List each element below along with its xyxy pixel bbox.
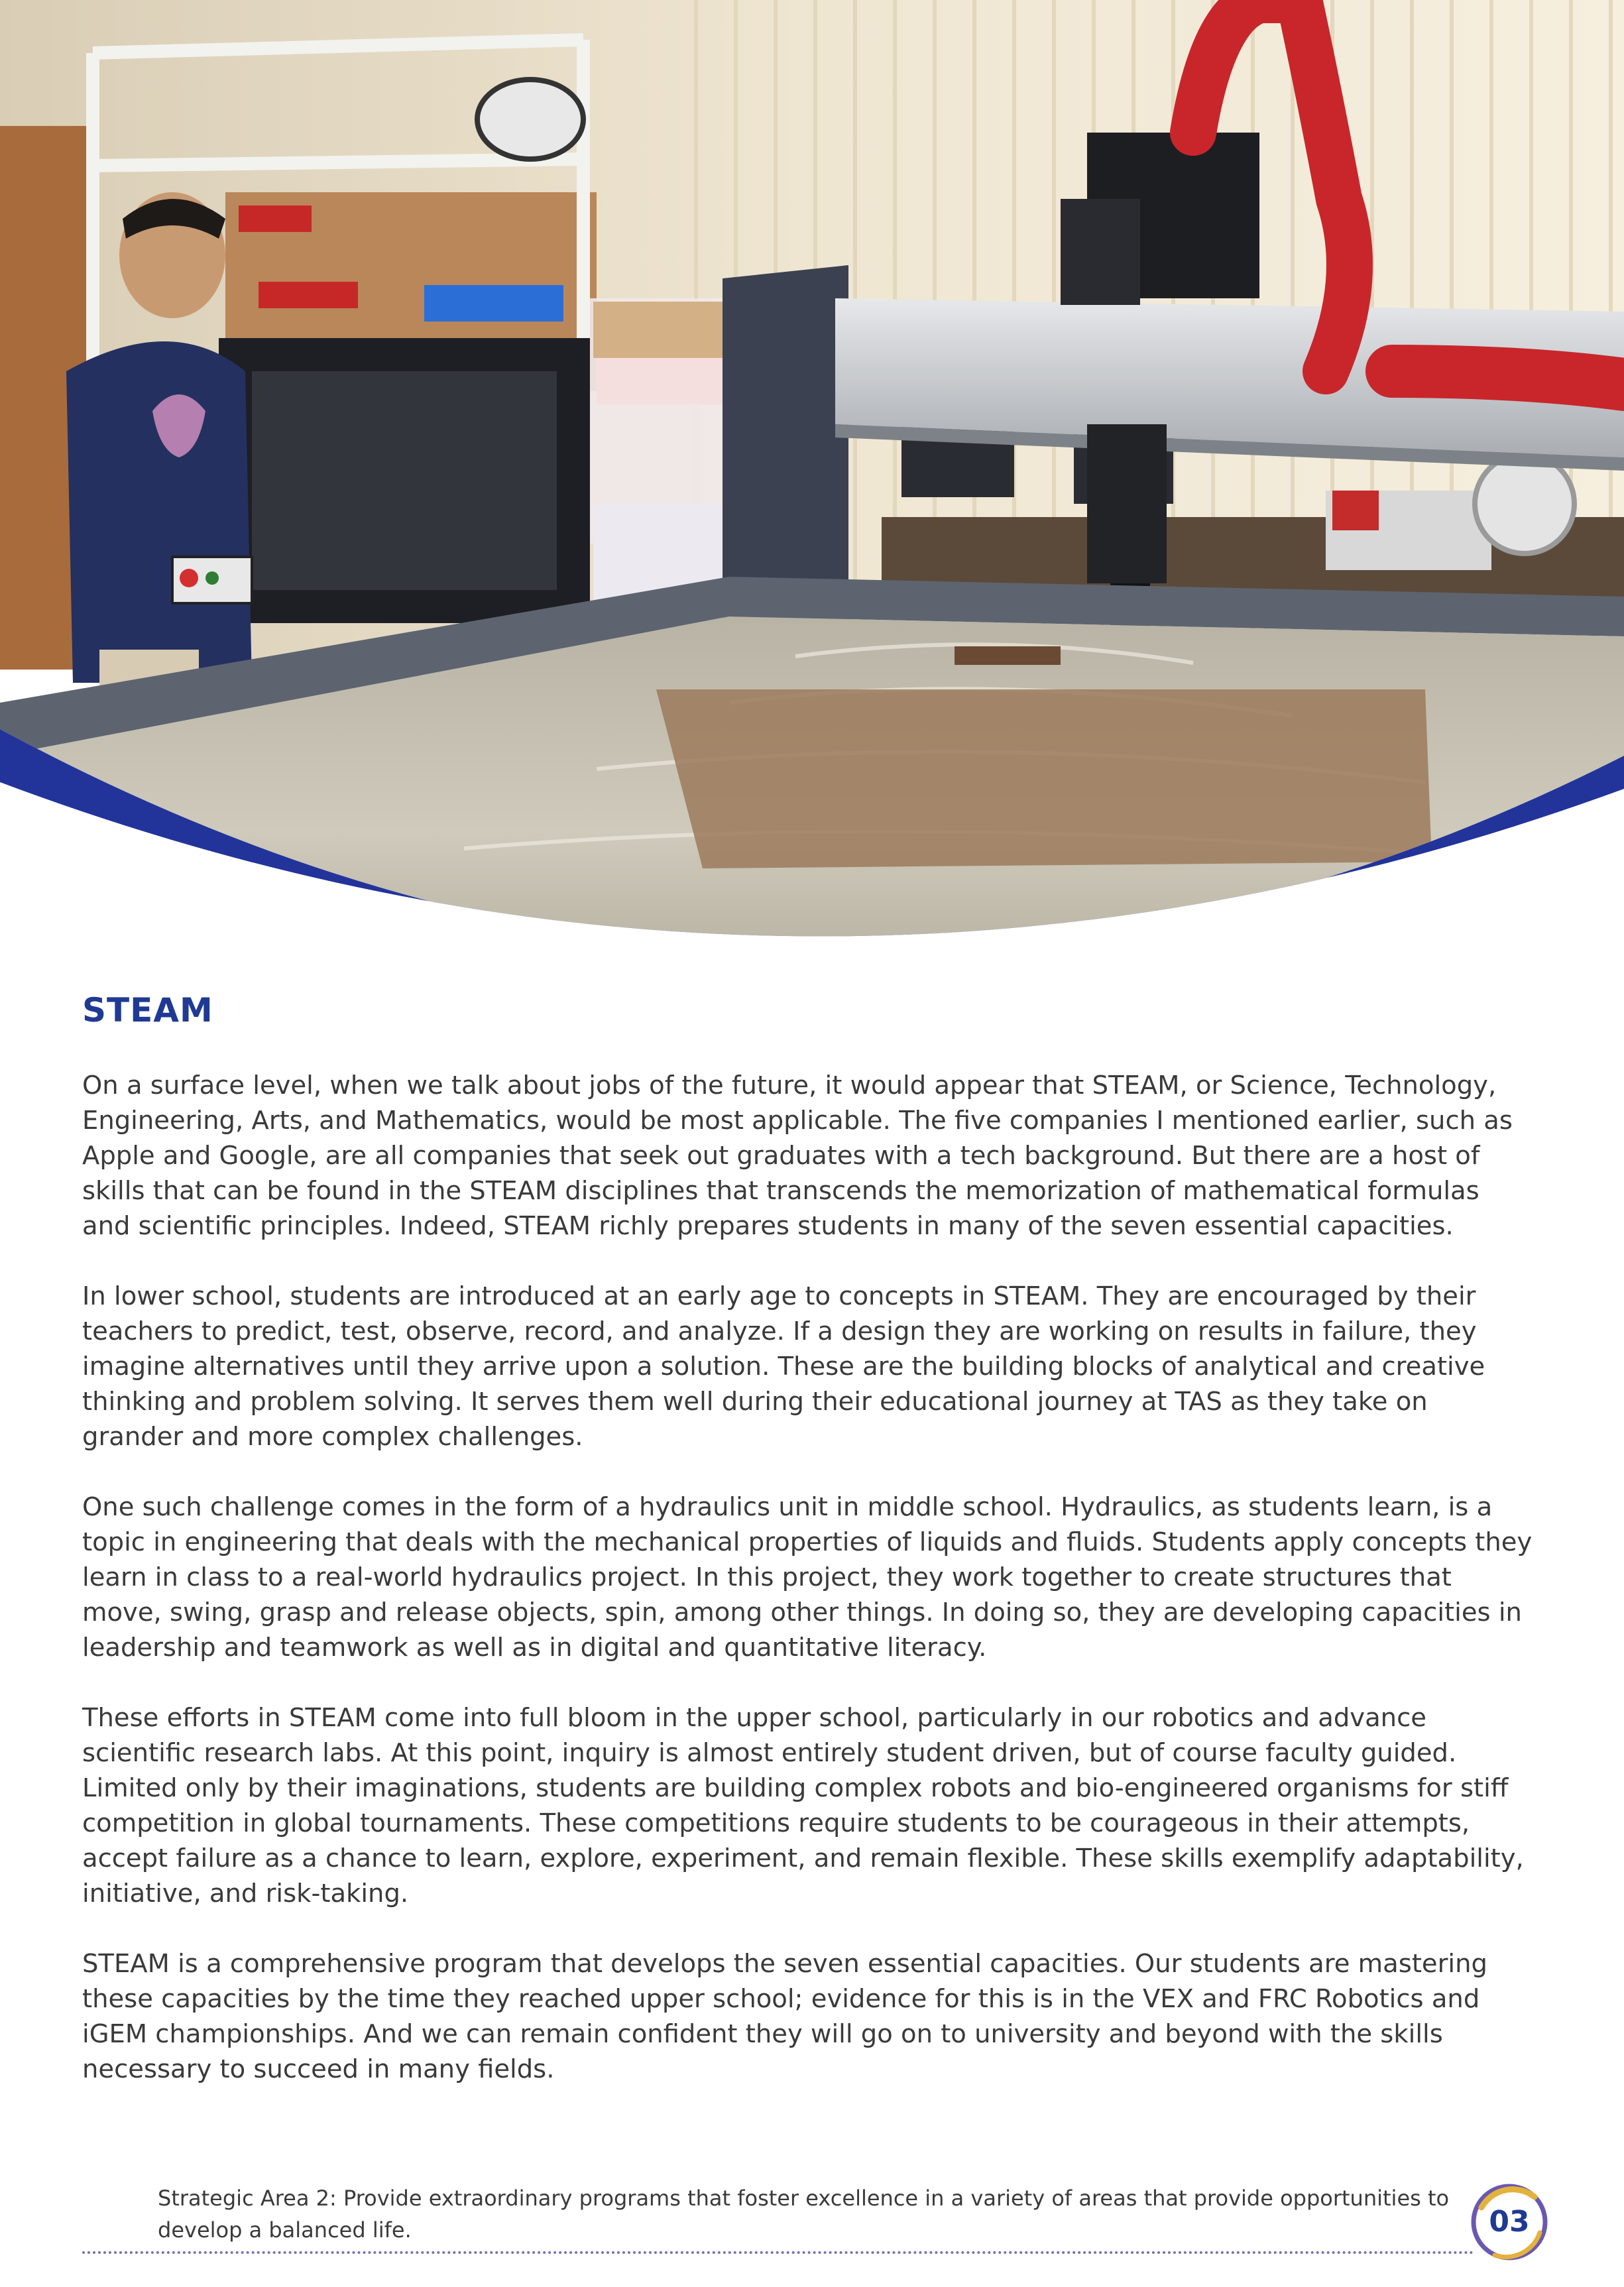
page-footer: [82, 2182, 1454, 2246]
paragraph-4: These efforts in STEAM come into full bloom in the upper school, particularly in our robotics and advance scientific research labs. At this point, inquiry is almost entirely student driven, but of course faculty guided. Limited only by their imaginations, students are building complex robots and bio-engineered organisms for stiff competition in global tournaments. These competitions require students to be courageous in their attempts, accept failure as a chance to learn, explore, experiment, and remain flexible. These skills exemplify adaptability, initiative, and risk-taking.: [82, 1703, 1524, 1908]
paragraph-1: On a surface level, when we talk about jobs of the future, it would appear that STEAM, or Science, Technology, Engineering, Arts, and Mathematics, would be most applicable. The five companies I mentioned earlier, such as Apple and Google, are all companies that seek out graduates with a tech background. But there are a host of skills that can be found in the STEAM disciplines that transcends the memorization of mathematical formulas and scientific principles. Indeed, STEAM richly prepares students in many of the seven essential capacities.: [82, 1071, 1513, 1241]
footer-dotted-rule: [82, 2251, 1474, 2254]
article-body: [82, 991, 1534, 2122]
paragraph-2: In lower school, students are introduced at an early age to concepts in STEAM. They are encouraged by their teachers to predict, test, observe, record, and analyze. If a design they are working on results in failure, they imagine alternatives until they arrive upon a solution. These are the building blocks of analytical and creative thinking and problem solving. It serves them well during their educational journey at TAS as they take on grander and more complex challenges.: [82, 1281, 1485, 1452]
footer-strategic-area: Strategic Area 2: Provide extraordinary programs that foster excellence in a variety of areas that provide opportunities to develop a balanced life.: [158, 2186, 1450, 2243]
section-heading: STEAM: [82, 991, 213, 1029]
paragraph-3: One such challenge comes in the form of a hydraulics unit in middle school. Hydraulics, as students learn, is a topic in engineering that deals with the mechanical properties of liquids and fluids. Students apply concepts they learn in class to a real-world hydraulics project. In this project, they work together to create structures that move, swing, grasp and release objects, spin, among other things. In doing so, they are developing capacities in leadership and teamwork as well as in digital and quantitative literacy.: [82, 1492, 1533, 1663]
hero-photo: [0, 0, 1624, 1047]
page-number-badge: [1468, 2181, 1550, 2263]
page-number: 03: [1489, 2205, 1530, 2239]
paragraph-5: STEAM is a comprehensive program that develops the seven essential capacities. Our students are mastering these capacities by the time they reached upper school; evidence for this is in the VEX and FRC Robotics and iGEM championships. And we can remain confident they will go on to university and beyond with the skills necessary to succeed in many fields.: [82, 1949, 1487, 2084]
